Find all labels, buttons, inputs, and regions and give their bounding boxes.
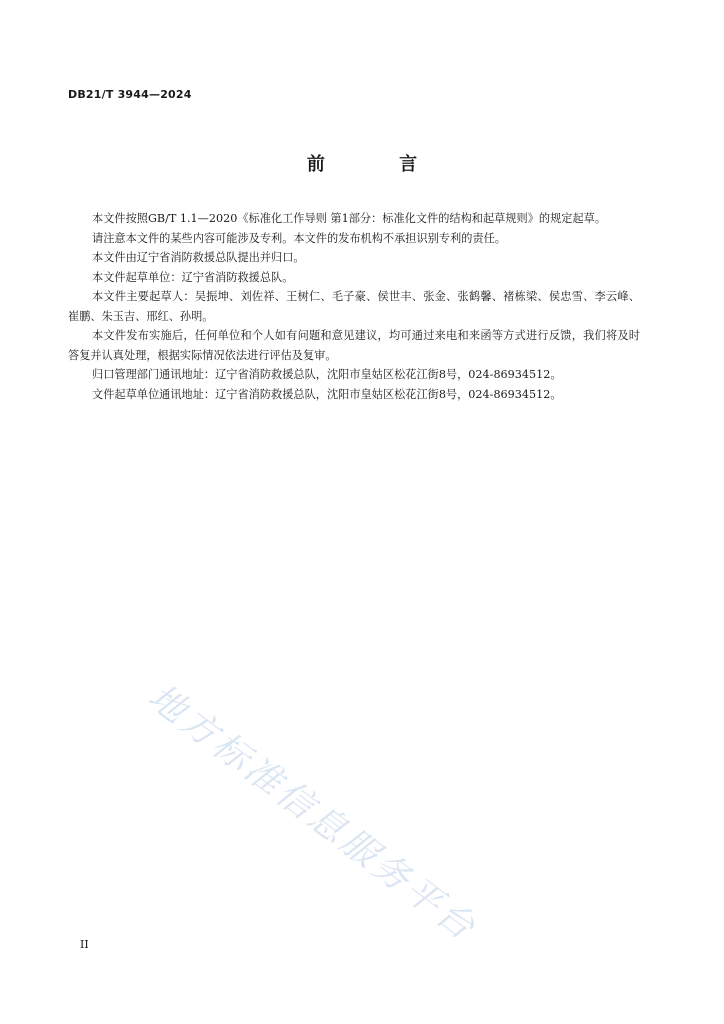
page-title: 前 言 (306, 154, 452, 175)
paragraph-management-address: 归口管理部门通讯地址：辽宁省消防救援总队，沈阳市皇姑区松花江街8号，024-86934512。 (92, 368, 562, 381)
document-code: DB21/T 3944—2024 (68, 88, 192, 101)
paragraph-patent-notice: 请注意本文件的某些内容可能涉及专利。本文件的发布机构不承担识别专利的责任。 (92, 231, 506, 245)
watermark-text: 地方标准信息服务平台 (140, 676, 485, 950)
paragraph-drafter-address: 文件起草单位通讯地址：辽宁省消防救援总队，沈阳市皇姑区松花江街8号，024-86934512。 (92, 387, 562, 401)
paragraph-drafting-unit: 本文件起草单位：辽宁省消防救援总队。 (92, 270, 294, 284)
paragraph-feedback: 本文件发布实施后，任何单位和个人如有问题和意见建议，均可通过来电和来函等方式进行反馈，我们将及时答复并认真处理，根据实际情况依法进行评估及复审。 (68, 329, 640, 362)
preface-body (68, 209, 640, 404)
paragraph-drafting-rules: 本文件按照GB/T 1.1—2020《标准化工作导则 第1部分：标准化文件的结构和起草规则》的规定起草。 (92, 212, 607, 225)
paragraph-proposer: 本文件由辽宁省消防救援总队提出并归口。 (92, 251, 305, 264)
paragraph-main-drafters: 本文件主要起草人：吴振坤、刘佐祥、王树仁、毛子豪、侯世丰、张金、张鹤馨、褚栋梁、侯忠雪、李云峰、崔鹏、朱玉吉、邢红、孙明。 (68, 290, 640, 323)
page-number: II (80, 938, 89, 951)
